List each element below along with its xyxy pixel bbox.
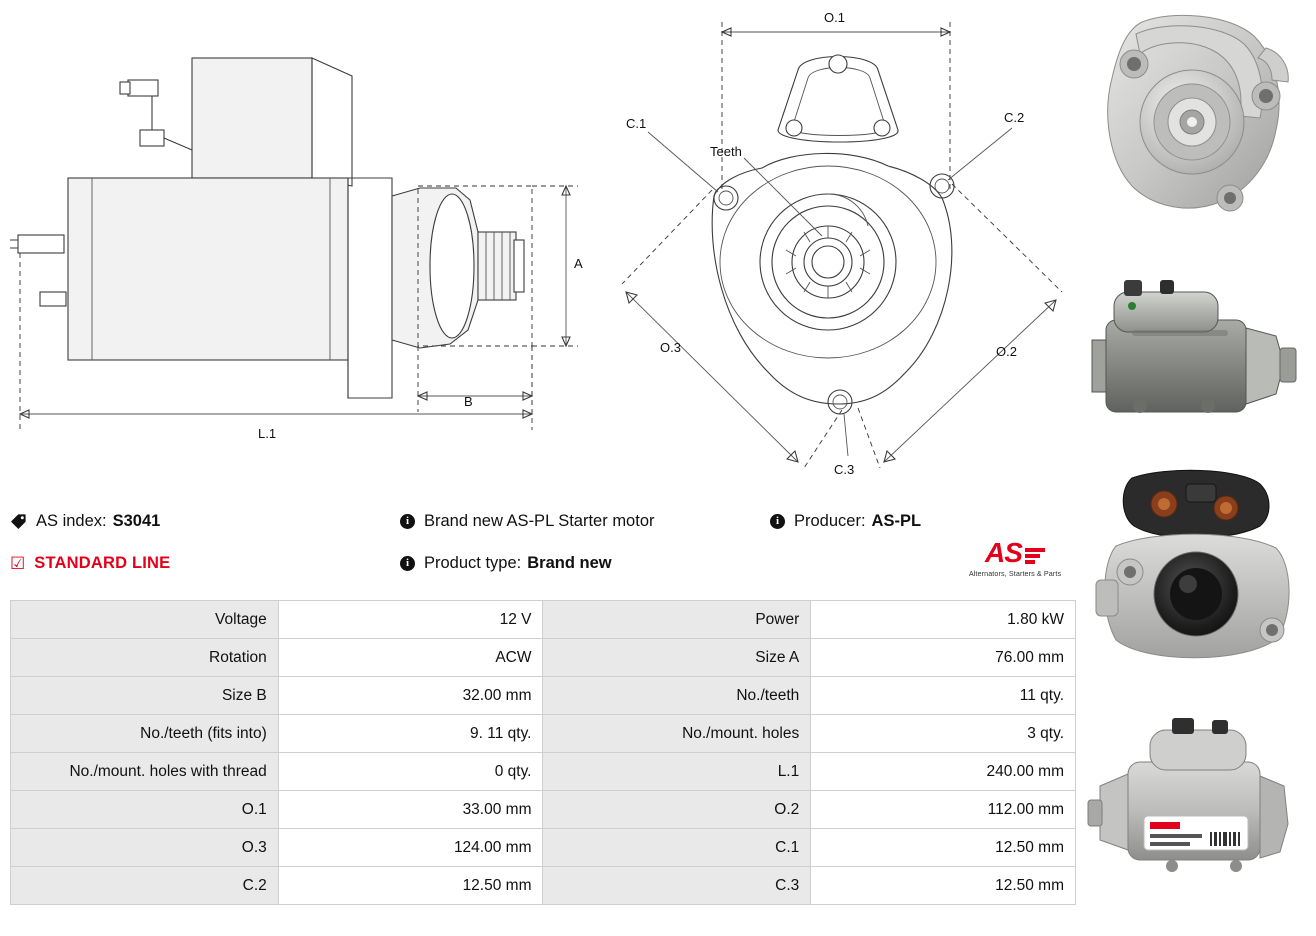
table-row: [11, 677, 1076, 715]
spec-value: 0 qty.: [278, 753, 543, 791]
spec-value: 12.50 mm: [278, 867, 543, 905]
spec-value: 112.00 mm: [811, 791, 1076, 829]
as-index-label: AS index:: [36, 511, 107, 530]
spec-value: 76.00 mm: [811, 639, 1076, 677]
spec-value: 33.00 mm: [278, 791, 543, 829]
aspl-logo: [956, 537, 1074, 578]
svg-text:A: A: [574, 256, 583, 271]
spec-key: O.3: [11, 829, 279, 867]
spec-value: ACW: [278, 639, 543, 677]
spec-value: 1.80 kW: [811, 601, 1076, 639]
spec-key: O.1: [11, 791, 279, 829]
spec-value: 9. 11 qty.: [278, 715, 543, 753]
product-type-block: [400, 554, 770, 573]
spec-key: Rotation: [11, 639, 279, 677]
spec-key: L.1: [543, 753, 811, 791]
svg-text:C.2: C.2: [1004, 110, 1025, 125]
spec-key: No./teeth (fits into): [11, 715, 279, 753]
standard-line-block: [10, 554, 400, 573]
spec-key: No./teeth: [543, 677, 811, 715]
svg-text:C.3: C.3: [834, 462, 855, 477]
table-row: [11, 601, 1076, 639]
spec-value: 32.00 mm: [278, 677, 543, 715]
table-row: [11, 791, 1076, 829]
spec-value: 11 qty.: [811, 677, 1076, 715]
product-type-label: Product type:: [424, 553, 522, 572]
table-row: [11, 715, 1076, 753]
as-index-value: S3041: [112, 511, 161, 530]
info-icon: i: [400, 556, 415, 571]
front-view-drawing: [612, 0, 1080, 492]
spec-value: 12 V: [278, 601, 543, 639]
svg-text:C.1: C.1: [626, 116, 647, 131]
spec-value: 3 qty.: [811, 715, 1076, 753]
producer-label: Producer:: [794, 511, 866, 530]
aspl-logo-bars: [1025, 548, 1045, 567]
spec-key: C.1: [543, 829, 811, 867]
info-icon: i: [400, 514, 415, 529]
info-row-1: [10, 500, 1076, 542]
starter-photo-drive-end[interactable]: [1080, 4, 1308, 230]
as-index-block: [10, 512, 400, 531]
specifications-table: [10, 600, 1076, 905]
table-row: [11, 829, 1076, 867]
product-info-strip: [10, 500, 1076, 592]
spec-key: Size A: [543, 639, 811, 677]
aspl-logo-text: AS: [985, 537, 1022, 568]
product-photo-gallery: [1080, 4, 1308, 926]
svg-text:L.1: L.1: [258, 426, 277, 441]
svg-text:Teeth: Teeth: [710, 144, 742, 159]
description-label: Brand new AS-PL Starter motor: [424, 511, 655, 530]
spec-key: No./mount. holes with thread: [11, 753, 279, 791]
spec-key: C.3: [543, 867, 811, 905]
description-block: [400, 512, 770, 531]
aspl-logo-mark: [956, 537, 1074, 568]
starter-photo-side-view[interactable]: [1080, 236, 1308, 462]
product-type-value: Brand new: [527, 553, 612, 572]
spec-value: 12.50 mm: [811, 867, 1076, 905]
spec-value: 124.00 mm: [278, 829, 543, 867]
table-row: [11, 639, 1076, 677]
spec-key: Voltage: [11, 601, 279, 639]
producer-value: AS-PL: [871, 511, 922, 530]
check-icon: ☑: [10, 553, 26, 573]
spec-key: No./mount. holes: [543, 715, 811, 753]
spec-key: Size B: [11, 677, 279, 715]
side-view-drawing: [0, 0, 610, 492]
aspl-logo-tagline: Alternators, Starters & Parts: [968, 568, 1062, 578]
tag-icon: [10, 513, 27, 530]
spec-key: Power: [543, 601, 811, 639]
info-row-2: [10, 537, 1076, 584]
svg-text:B: B: [464, 394, 473, 409]
standard-line-label: STANDARD LINE: [34, 553, 171, 572]
table-row: [11, 753, 1076, 791]
spec-value: 12.50 mm: [811, 829, 1076, 867]
info-icon: i: [770, 514, 785, 529]
svg-text:O.2: O.2: [996, 344, 1017, 359]
starter-photo-angle-view[interactable]: [1080, 700, 1308, 926]
spec-value: 240.00 mm: [811, 753, 1076, 791]
technical-drawings: [0, 0, 1080, 492]
starter-photo-solenoid-top[interactable]: [1080, 468, 1308, 694]
spec-key: O.2: [543, 791, 811, 829]
spec-key: C.2: [11, 867, 279, 905]
svg-text:O.3: O.3: [660, 340, 681, 355]
producer-block: [770, 512, 1076, 531]
table-row: [11, 867, 1076, 905]
svg-text:O.1: O.1: [824, 10, 845, 25]
